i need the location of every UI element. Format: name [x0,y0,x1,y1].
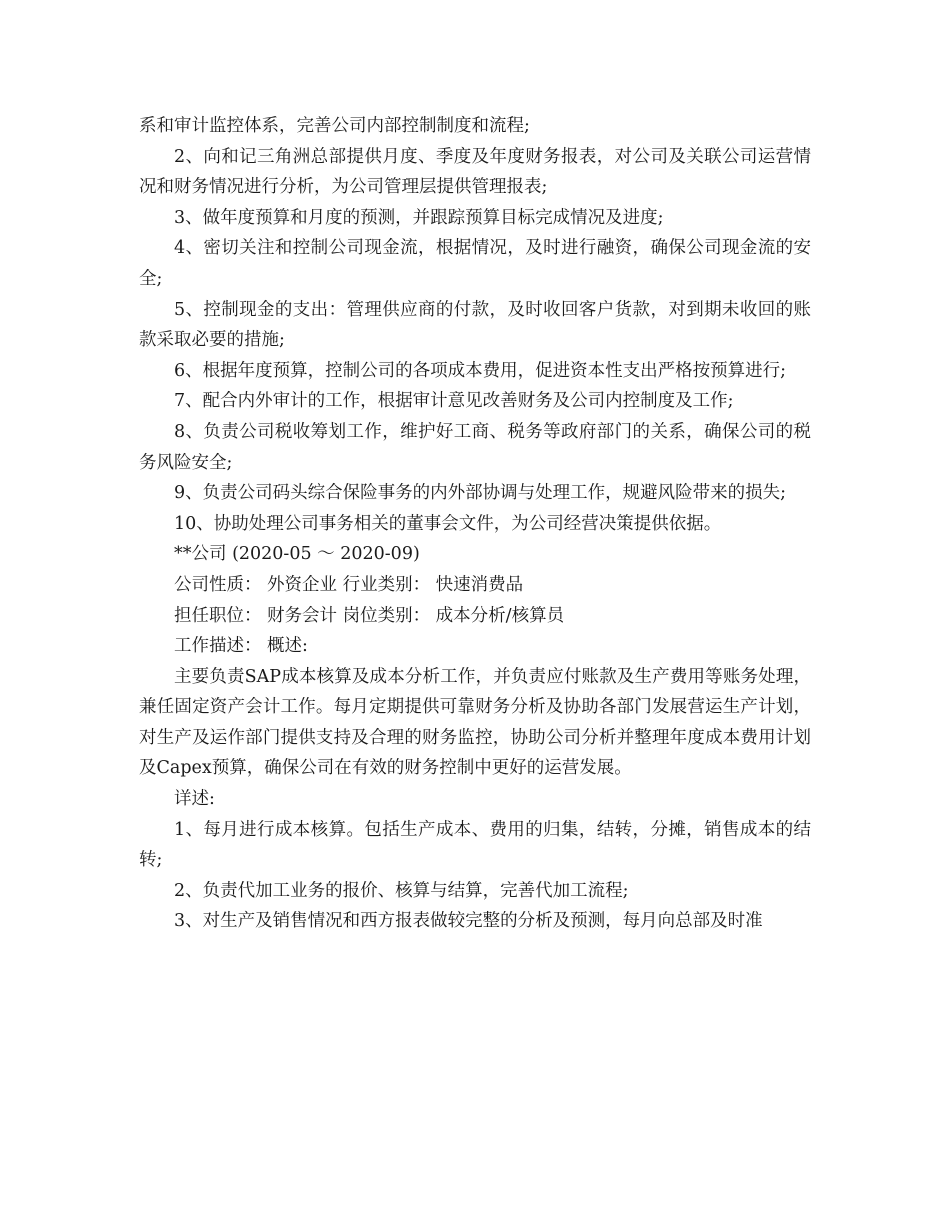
overview-paragraph: 主要负责SAP成本核算及成本分析工作，并负责应付账款及生产费用等账务处理，兼任固定资产会计工作。每月定期提供可靠财务分析及协助各部门发展营运生产计划，对生产及运作部门提供支持及合理的财务监控，协助公司分析并整理年度成本费用计划及Capex预算，确保公司在有效的财务控制中更好的运营发展。 [139,666,811,779]
detail-item-3: 3、对生产及销售情况和西方报表做较完整的分析及预测，每月向总部及时准 [174,911,763,932]
paragraph-item-5: 5、控制现金的支出：管理供应商的付款，及时收回客户货款，对到期未收回的账款采取必要的措施; [139,299,811,351]
paragraph-continuation: 系和审计监控体系，完善公司内部控制制度和流程; [139,116,530,136]
paragraph-item-7: 7、配合内外审计的工作，根据审计意见改善财务及公司内控制度及工作; [174,391,734,412]
paragraph-item-6: 6、根据年度预算，控制公司的各项成本费用，促进资本性支出严格按预算进行; [174,360,787,381]
detail-item-2: 2、负责代加工业务的报价、核算与结算，完善代加工流程; [174,880,629,901]
company-header: **公司 (2020-05 ～ 2020-09) [174,544,420,565]
company-nature: 公司性质： 外资企业 行业类别： 快速消费品 [174,574,524,595]
detail-item-1: 1、每月进行成本核算。包括生产成本、费用的归集，结转，分摊，销售成本的结转; [139,819,811,871]
document-body [139,111,811,937]
paragraph-item-10: 10、协助处理公司事务相关的董事会文件，为公司经营决策提供依据。 [174,513,722,534]
paragraph-item-4: 4、密切关注和控制公司现金流，根据情况，及时进行融资，确保公司现金流的安全; [139,238,811,289]
paragraph-item-3: 3、做年度预算和月度的预测，并跟踪预算目标完成情况及进度; [174,207,664,228]
details-label: 详述: [174,789,215,810]
job-description-label: 工作描述： 概述: [174,636,308,657]
job-position: 担任职位： 财务会计 岗位类别： 成本分析/核算员 [174,605,565,626]
paragraph-item-9: 9、负责公司码头综合保险事务的内外部协调与处理工作，规避风险带来的损失; [174,483,787,504]
paragraph-item-2: 2、向和记三角洲总部提供月度、季度及年度财务报表，对公司及关联公司运营情况和财务情况进行分析，为公司管理层提供管理报表; [139,146,811,198]
paragraph-item-8: 8、负责公司税收筹划工作，维护好工商、税务等政府部门的关系，确保公司的税务风险安全; [139,421,811,473]
